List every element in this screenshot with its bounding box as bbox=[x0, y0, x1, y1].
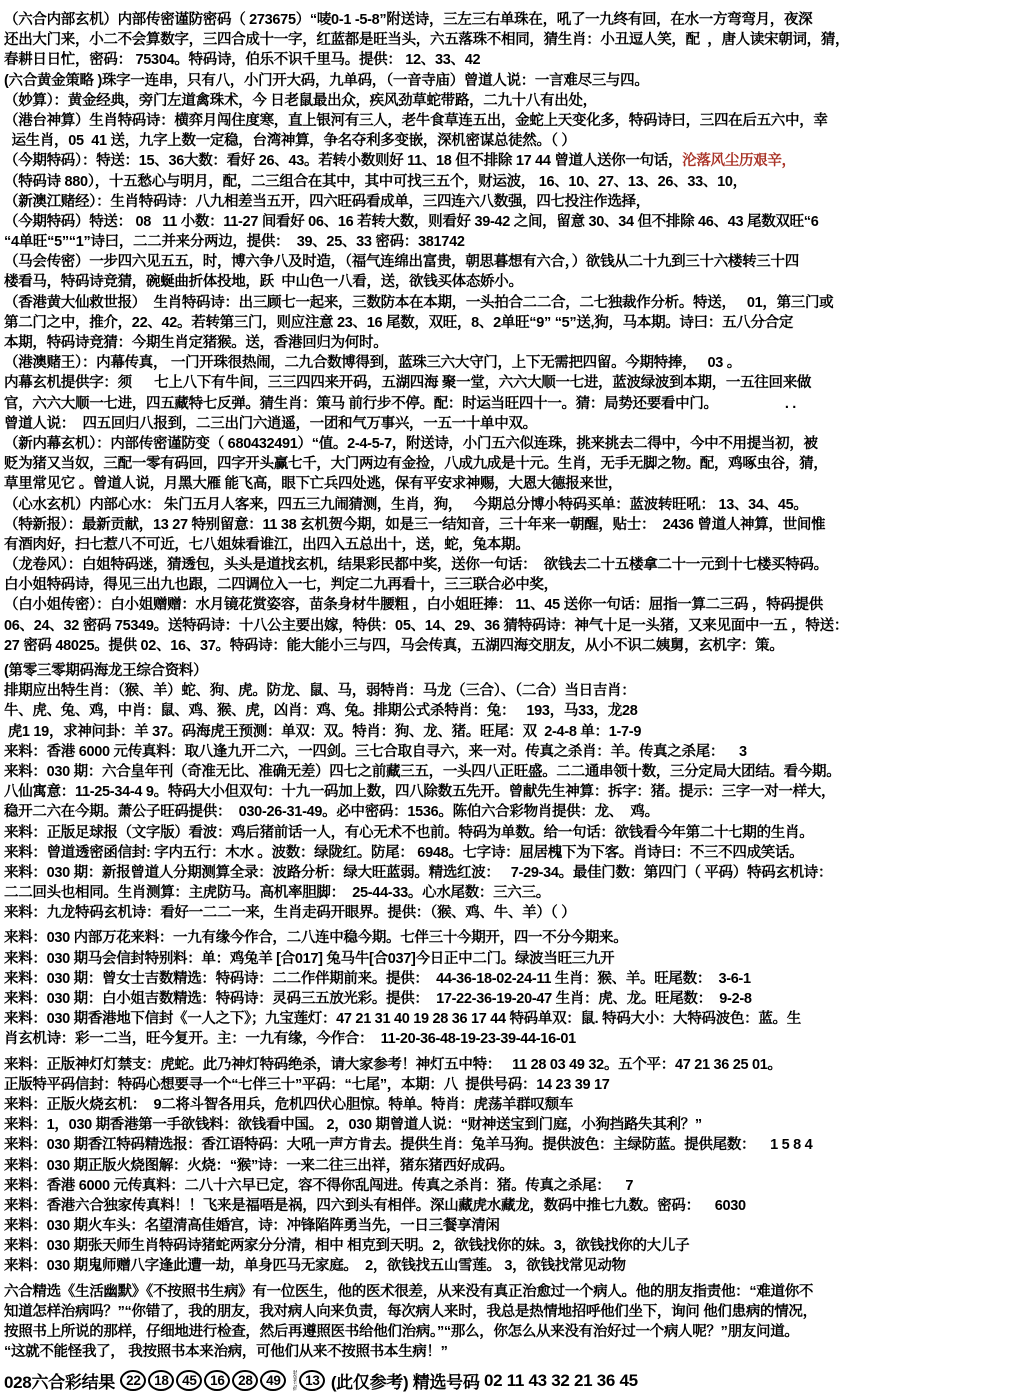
text-segment: 来料：030 期：白小姐吉数精选：特码诗：灵码三五放光彩。提供： 17-22-36-19-20-47 生肖：虎、龙。旺尾数： 9-2-8 bbox=[4, 991, 752, 1007]
text-segment: 六合精选《生活幽默》《不按照书生病》有一位医生，他的医术很差，从来没有真正治愈过一个病人。他的朋友指责他：“难道你不 bbox=[4, 1283, 814, 1300]
text-line bbox=[4, 10, 1030, 30]
text-segment: 来料：香港 6000 元传真料：二八十六早已定，容不得你乱闯进。传真之杀肖：猪。传真之杀尾： 7 bbox=[4, 1177, 634, 1194]
text-segment: (六合黄金策略 )珠字一连串，只有八，小门开大码，九单码，（一音寺庙）曾道人说：一言难尽三与四。 bbox=[4, 72, 649, 89]
text-segment: 来料：正版足球报（文字版）看波：鸡后猪前话一人，有心无术不也前。特码为单数。给一句话：欲钱看今年第二十七期的生肖。 bbox=[4, 824, 814, 841]
text-line bbox=[4, 555, 1030, 575]
text-segment: 草里常见它 。曾道人说，月黑大雁 能飞高，眼下亡兵四处逃，保有平安求神赐，大恩大德报来世， bbox=[4, 476, 623, 493]
text-line bbox=[4, 575, 1030, 595]
text-segment: 来料：九龙特码玄机诗：看好一二二一来，生肖走码开眼界。提供：（猴、鸡、牛、羊）（ ） bbox=[4, 905, 576, 922]
text-segment: 楼看马，特码诗竞猜，碗蜒曲折体投地，跃 中山色一八看，送，欲钱买体态娇小。 bbox=[4, 274, 523, 291]
text-line bbox=[4, 1156, 1030, 1176]
selected-numbers: 02 11 43 32 21 36 45 bbox=[483, 1370, 638, 1390]
text-line bbox=[4, 722, 1030, 742]
text-line bbox=[4, 1095, 1030, 1115]
text-line bbox=[4, 1302, 1030, 1322]
text-segment: （白小姐传密）：白小姐赠赠：水月镜花赏姿容，苗条身材牛腰粗 ，白小姐旺捧： 11、45 送你一句话：屈指一算二三码 ，特码提供 bbox=[4, 597, 823, 614]
text-segment: （新内幕玄机）：内部传密谨防变（ 680432491）“值。2-4-5-7，附送诗，小门五六似连珠，挑来挑去二得中，今中不用提当初，被 bbox=[4, 435, 818, 452]
text-segment: （今期特码）特送： 08 11 小数：11-27 间看好 06、16 若转大数，则看好 39-42 之间，留意 30、34 但不排除 46、43 尾数双旺“6 bbox=[4, 213, 819, 230]
text-segment: 来料：030 内部万花来料：一九有缘今作合，二八连中稳今期。七伴三十今期开，四一不分今期来。 bbox=[4, 930, 628, 947]
text-line bbox=[4, 272, 1030, 292]
text-line bbox=[4, 172, 1030, 192]
text-line bbox=[4, 535, 1030, 555]
text-line bbox=[4, 1236, 1030, 1256]
text-line bbox=[4, 454, 1030, 474]
result-ball: 22 bbox=[120, 1370, 146, 1391]
text-segment: （港澳赌王）：内幕传真， 一门开珠很热闹，二九合数博得到，蓝珠三六大守门，上下无需把四留。今期特捧， 03 。 bbox=[4, 355, 741, 372]
text-segment: 知道怎样治病吗？”“你错了，我的朋友，我对病人向来负责，每次病人来时，我总是热情地招呼他们坐下，询问 他们患病的情况， bbox=[4, 1303, 817, 1320]
text-segment: 来料：030 期：新报曾道人分期测算全录：波路分析：绿大旺蓝弱。精选红波： 7-29-34。最佳门数：第四门（ 平码）特码玄机诗： bbox=[4, 864, 833, 881]
result-ball: 49 bbox=[260, 1370, 286, 1391]
text-line bbox=[4, 595, 1030, 615]
text-line bbox=[4, 1196, 1030, 1216]
text-segment: 排期应出特生肖：（猴、羊）蛇、狗、虎。防龙、鼠、马，弱特肖：马龙（三合）、（二合）当日吉肖： bbox=[4, 683, 636, 700]
text-segment: （马会传密）一步四六见五五，时，博六争八及时造，（福气连绵出富贵，朝思暮想有六合，）欲钱从二十九到三十六楼转三十四 bbox=[4, 254, 799, 271]
text-segment: 来料：030 期香江特码精选报：香江语特码：大吼一声方肯去。提供生肖：兔羊马狗。提供波色：主绿防蓝。提供尾数： 1 5 8 4 bbox=[4, 1137, 813, 1154]
text-segment: 来料：030 期鬼师赠八字逢此遭一劫，单身匹马无家庭。 2，欲钱找五山雪莲。 3，欲钱找常见动物 bbox=[4, 1258, 626, 1275]
text-line bbox=[4, 681, 1030, 701]
text-segment: （香港黄大仙救世报） 生肖特码诗：出三顾七一起来，三数防本在本期，一头拍合二二合，二七独裁作分析。特送， 01，第三门或 bbox=[4, 294, 834, 311]
text-segment: 内幕玄机提供字：须 七上八下有牛间，三三四四来开码，五湖四海 聚一堂，六六大顺一七进，蓝波绿波到本期，一五往回来做 bbox=[4, 375, 812, 392]
text-line bbox=[4, 1322, 1030, 1342]
text-line bbox=[4, 802, 1030, 822]
text-line bbox=[4, 1282, 1030, 1302]
text-segment: 白小姐特码诗，得见三出九也跟，二四调位入一七，判定二九再看十，三三联合必中奖， bbox=[4, 577, 558, 594]
text-line bbox=[4, 1115, 1030, 1135]
text-line bbox=[4, 373, 1030, 393]
text-line bbox=[4, 71, 1030, 91]
text-segment: 来料：030 期马会信封特别料：单：鸡兔羊 [合017] 兔马牛[合037]今日正中二门。绿波当旺三九开 bbox=[4, 950, 615, 967]
result-note: (此仅参考) 精选号码 bbox=[326, 1373, 484, 1393]
text-line bbox=[4, 232, 1030, 252]
text-line bbox=[4, 742, 1030, 762]
text-segment: （港台神算）生肖特码诗：横弈月闯住度寒，直上银河有三人，老牛食草连五出，金蛇上天变化多，特码诗曰，三四在后五六中，幸 bbox=[4, 112, 828, 129]
result-ball: 45 bbox=[176, 1370, 202, 1391]
result-prefix: 028六合彩结果 bbox=[4, 1373, 120, 1393]
text-segment: 正版特平码信封：特码心想要寻一个“七伴三十”平码：“七尾”，本期：八 提供号码：14 23 39 17 bbox=[4, 1076, 610, 1093]
text-segment: 二二回头也相同。生肖测算：主虎防马。高机率胆脚： 25-44-33。心水尾数：三六三。 bbox=[4, 885, 550, 902]
text-line bbox=[4, 30, 1030, 50]
text-line bbox=[4, 616, 1030, 636]
text-segment: 牛、虎、兔、鸡，中肖：鼠、鸡、猴、虎，凶肖：鸡、兔。排期公式杀特肖：兔： 193，马33，龙28 bbox=[4, 703, 638, 720]
text-line bbox=[4, 1029, 1030, 1049]
result-balls bbox=[119, 1370, 287, 1391]
text-line bbox=[4, 863, 1030, 883]
text-segment: 来料：030 期：曾女士吉数精选：特码诗：二二作伴期前来。提供： 44-36-18-02-24-11 生肖：猴、羊。旺尾数： 3-6-1 bbox=[4, 970, 751, 987]
text-segment: 有酒肉好，扫七惹八不可近，七八姐妹看谁江，出四入五总出十，送，蛇，兔本期。 bbox=[4, 536, 530, 553]
text-segment: （六合内部玄机）内部传密谨防密码（ 273675）“唛0-1 -5-8”附送诗，三左三右单珠在，吼了一九终有回，在水一方弯弯月，夜深 bbox=[4, 12, 813, 28]
text-segment: 来料：曾道透密函信封: 字内五行：木水 。波数：绿陇红。防尾： 6948。七字诗：屈居槐下为下客。肖诗曰：不三不四成笑话。 bbox=[4, 844, 804, 861]
text-line bbox=[4, 1216, 1030, 1236]
text-line bbox=[4, 50, 1030, 70]
text-line bbox=[4, 823, 1030, 843]
text-line bbox=[4, 1009, 1030, 1029]
highlighted-phrase: 沦落风尘历艰辛， bbox=[682, 153, 796, 170]
special-number-ball: 13 bbox=[299, 1370, 325, 1391]
text-segment: 来料：正版神灯灯禁支：虎蛇。此乃神灯特码绝杀，请大家参考！神灯五中特： 11 28 03 49 32。五个平：47 21 36 25 01。 bbox=[4, 1056, 782, 1073]
text-segment: 肖玄机诗：彩一二当，旺今复开。主：一九有缘，今作合： 11-20-36-48-19-23-39-44-16-01 bbox=[4, 1031, 576, 1048]
document-text-block bbox=[4, 10, 1030, 1362]
text-segment: 贬为猪又当奴，三配一零有码回，四字开头赢七千，大门两边有金捡，八成九成是十元。生肖，无手无脚之物。配，鸡啄虫谷，猜， bbox=[4, 456, 828, 473]
text-segment: 按照书上所说的那样，仔细地进行检查，然后再遵照医书给他们治病。”“那么，你怎么从来没有治好过一个病人呢？”朋友问道。 bbox=[4, 1324, 799, 1340]
text-line bbox=[4, 313, 1030, 333]
text-line bbox=[4, 131, 1030, 151]
text-line bbox=[4, 353, 1030, 373]
lottery-result-line bbox=[4, 1368, 1030, 1393]
text-line bbox=[4, 333, 1030, 353]
text-line bbox=[4, 495, 1030, 515]
text-segment: (第零三零期码海龙王综合资料） bbox=[4, 663, 208, 679]
text-segment: （妙算）：黄金经典，旁门左道禽珠术，今 日老鼠最出众，疾风劲草蛇带路，二九十八有出处， bbox=[4, 92, 597, 109]
text-segment: “4单旺“5”“1”诗曰，二二并来分两边，提供： 39、25、33 密码：381742 bbox=[4, 234, 465, 251]
text-segment: （心水玄机）内部心水： 朱门五月人客来，四五三九闹猜测，生肖，狗， 今期总分博小特码买单：蓝波转旺吼： 13、34、45。 bbox=[4, 496, 808, 513]
text-segment: 本期，特码诗竞猜：今期生肖定猪猴。送，香港回归为何时。 bbox=[4, 335, 388, 351]
text-line bbox=[4, 949, 1030, 969]
text-segment: （今期特码）：特送：15、36大数：看好 26、43。若转小数则好 11、18 但不排除 17 44 曾道人送你一句话， bbox=[4, 153, 683, 170]
text-segment: 还出大门来，小二不会算数字，三四合成十一字，红蓝都是旺当头，六五落珠不相同，猜生肖：小丑逗人笑，配 ，唐人读宋朝词，猜， bbox=[4, 32, 850, 49]
text-line bbox=[4, 151, 1030, 171]
text-line bbox=[4, 762, 1030, 782]
text-segment: （特新报）：最新贡献，13 27 特别留意：11 38 玄机贺今期，如是三一结知音，三十年来一朝醒，贴士： 2436 曾道人神算，世间惟 bbox=[4, 516, 826, 533]
text-line bbox=[4, 843, 1030, 863]
text-line bbox=[4, 903, 1030, 923]
text-line bbox=[4, 701, 1030, 721]
text-line bbox=[4, 883, 1030, 903]
text-line bbox=[4, 252, 1030, 272]
text-line bbox=[4, 394, 1030, 414]
text-line bbox=[4, 969, 1030, 989]
text-line bbox=[4, 1055, 1030, 1075]
text-segment: 来料：030 期张天师生肖特码诗猪蛇两家分分清，相中 相克到天明。2，欲钱找你的妹。3，欲钱找你的大儿子 bbox=[4, 1238, 690, 1255]
text-line bbox=[4, 636, 1030, 656]
text-segment: 春耕日日忙，密码： 75304。特码诗，伯乐不识千里马。提供： 12、33、42 bbox=[4, 52, 481, 69]
text-segment: 来料：香港六合独家传真料！！飞来是福唔是祸，四六到头有相伴。深山藏虎水藏龙，数码中推七九数。密码： 6030 bbox=[4, 1197, 746, 1214]
text-line bbox=[4, 474, 1030, 494]
text-line bbox=[4, 293, 1030, 313]
text-segment: 八仙寓意：11-25-34-4 9。特码大小但双句：十九一码加上数，四八除数五先开。曾献先生神算：拆字：猪。提示：三字一对一样大， bbox=[4, 784, 836, 801]
text-line bbox=[4, 414, 1030, 434]
text-segment: 来料：1，030 期香港第一手欲钱料：欲钱看中国。 2，030 期曾道人说：“财神送宝到门庭，小狗挡路失其利？” bbox=[4, 1117, 702, 1134]
text-line bbox=[4, 661, 1030, 681]
text-segment: 06、24、32 密码 75349。送特码诗：十八公主要出嫁，特供：05、14、29、36 猜特码诗：神气十足一头猪，又来见面中一五 ，特送： bbox=[4, 617, 849, 634]
text-segment: （龙卷风）：白姐特码迷，猜透包，头头是道找玄机，结果彩民都中奖，送你一句话： 欲钱去二十五楼拿二十一元到十七楼买特码。 bbox=[4, 557, 828, 574]
text-line bbox=[4, 1342, 1030, 1362]
text-segment: （新澳江赌经）：生肖特码诗：八九相差当五开，四六旺码看成单，三四连六八数强，四七投注作选择， bbox=[4, 193, 650, 210]
text-segment: 官，六六大顺一七进，四五藏特七反弹。猜生肖：策马 前行步不停。配：时运当旺四十一。猜：局势还要看中门。 . . bbox=[4, 395, 797, 412]
text-segment: 虎1 19，求神问卦：羊 37。码海虎王预测：单双：双。特肖：狗、龙、猪。旺尾：双 2-4-8 单：1-7-9 bbox=[4, 723, 642, 740]
text-line bbox=[4, 782, 1030, 802]
text-segment: 来料：030 期香港地下信封《一人之下》；九宝莲灯：47 21 31 40 19 28 36 17 44 特码单双：鼠. 特码大小：大特码波色：蓝。生 bbox=[4, 1011, 801, 1028]
text-segment: 运生肖，05 41 送，九字上数一定稳，台湾神算，争名夺利多变嵌，深机密谋总徒然。（ ） bbox=[4, 133, 576, 150]
text-line bbox=[4, 1075, 1030, 1095]
text-line bbox=[4, 928, 1030, 948]
result-ball: 28 bbox=[232, 1370, 258, 1391]
text-line bbox=[4, 91, 1030, 111]
text-segment: 来料：030 期：六合皇年刊（奇准无比、准确无差）四七之前藏三五，一头四八正旺盛。二二通串领十数，三分定局大团结。看今期。 bbox=[4, 763, 841, 780]
text-segment: 来料：030 期火车头：名望清高佳婚宫，诗：冲锋陷阵勇当先，一日三餐享清闲 bbox=[4, 1218, 500, 1235]
text-segment: 来料：030 期正版火烧图解：火烧：“猴”诗：一来二往三出祥，猪东猪西好成码。 bbox=[4, 1157, 514, 1174]
text-line bbox=[4, 515, 1030, 535]
text-segment: 稳开二六在今期。萧公子旺码提供： 030-26-31-49。必中密码：1536。陈伯六合彩物肖提供：龙、 鸡。 bbox=[4, 804, 659, 821]
text-segment: 来料：正版火烧玄机： 9二将斗智各用兵，危机四伏心胆惊。特单。特肖：虎荡羊群叹颓车 bbox=[4, 1096, 574, 1113]
result-ball: 18 bbox=[148, 1370, 174, 1391]
text-line bbox=[4, 1256, 1030, 1276]
text-line bbox=[4, 434, 1030, 454]
result-ball: 16 bbox=[204, 1370, 230, 1391]
text-line bbox=[4, 192, 1030, 212]
text-line bbox=[4, 212, 1030, 232]
special-number-separator: 特别号码 bbox=[291, 1369, 298, 1390]
text-segment: “这就不能怪我了， 我按照书本来治病，可他们从来不按照书本生病！” bbox=[4, 1344, 448, 1361]
text-line bbox=[4, 111, 1030, 131]
text-line bbox=[4, 1176, 1030, 1196]
text-segment: 来料：香港 6000 元传真料：取八逢九开二六，一四剑。三七合取自寻六，来一对。传真之杀肖：羊。传真之杀尾： 3 bbox=[4, 743, 747, 760]
text-segment: 第二门之中，推介，22、42。若转第三门，则应注意 23、16 尾数，双旺，8、2单旺“9” “5”送,狗，马本期。诗曰：五八分合定 bbox=[4, 314, 794, 331]
text-segment: 27 密码 48025。提供 02、16、37。特码诗：能大能小三与四，马会传真，五湖四海交朋友，从小不识二姨舅，玄机字：策。 bbox=[4, 637, 784, 654]
text-line bbox=[4, 989, 1030, 1009]
text-segment: （特码诗 880），十五愁心与明月，配，二三组合在其中，其中可找三五个，财运波， 16、10、27、13、26、33、10， bbox=[4, 173, 747, 190]
text-line bbox=[4, 1135, 1030, 1155]
text-segment: 曾道人说： 四五回归八报到，二三出门六逍遥，一团和气万事兴，一五一十单中双。 bbox=[4, 415, 537, 432]
